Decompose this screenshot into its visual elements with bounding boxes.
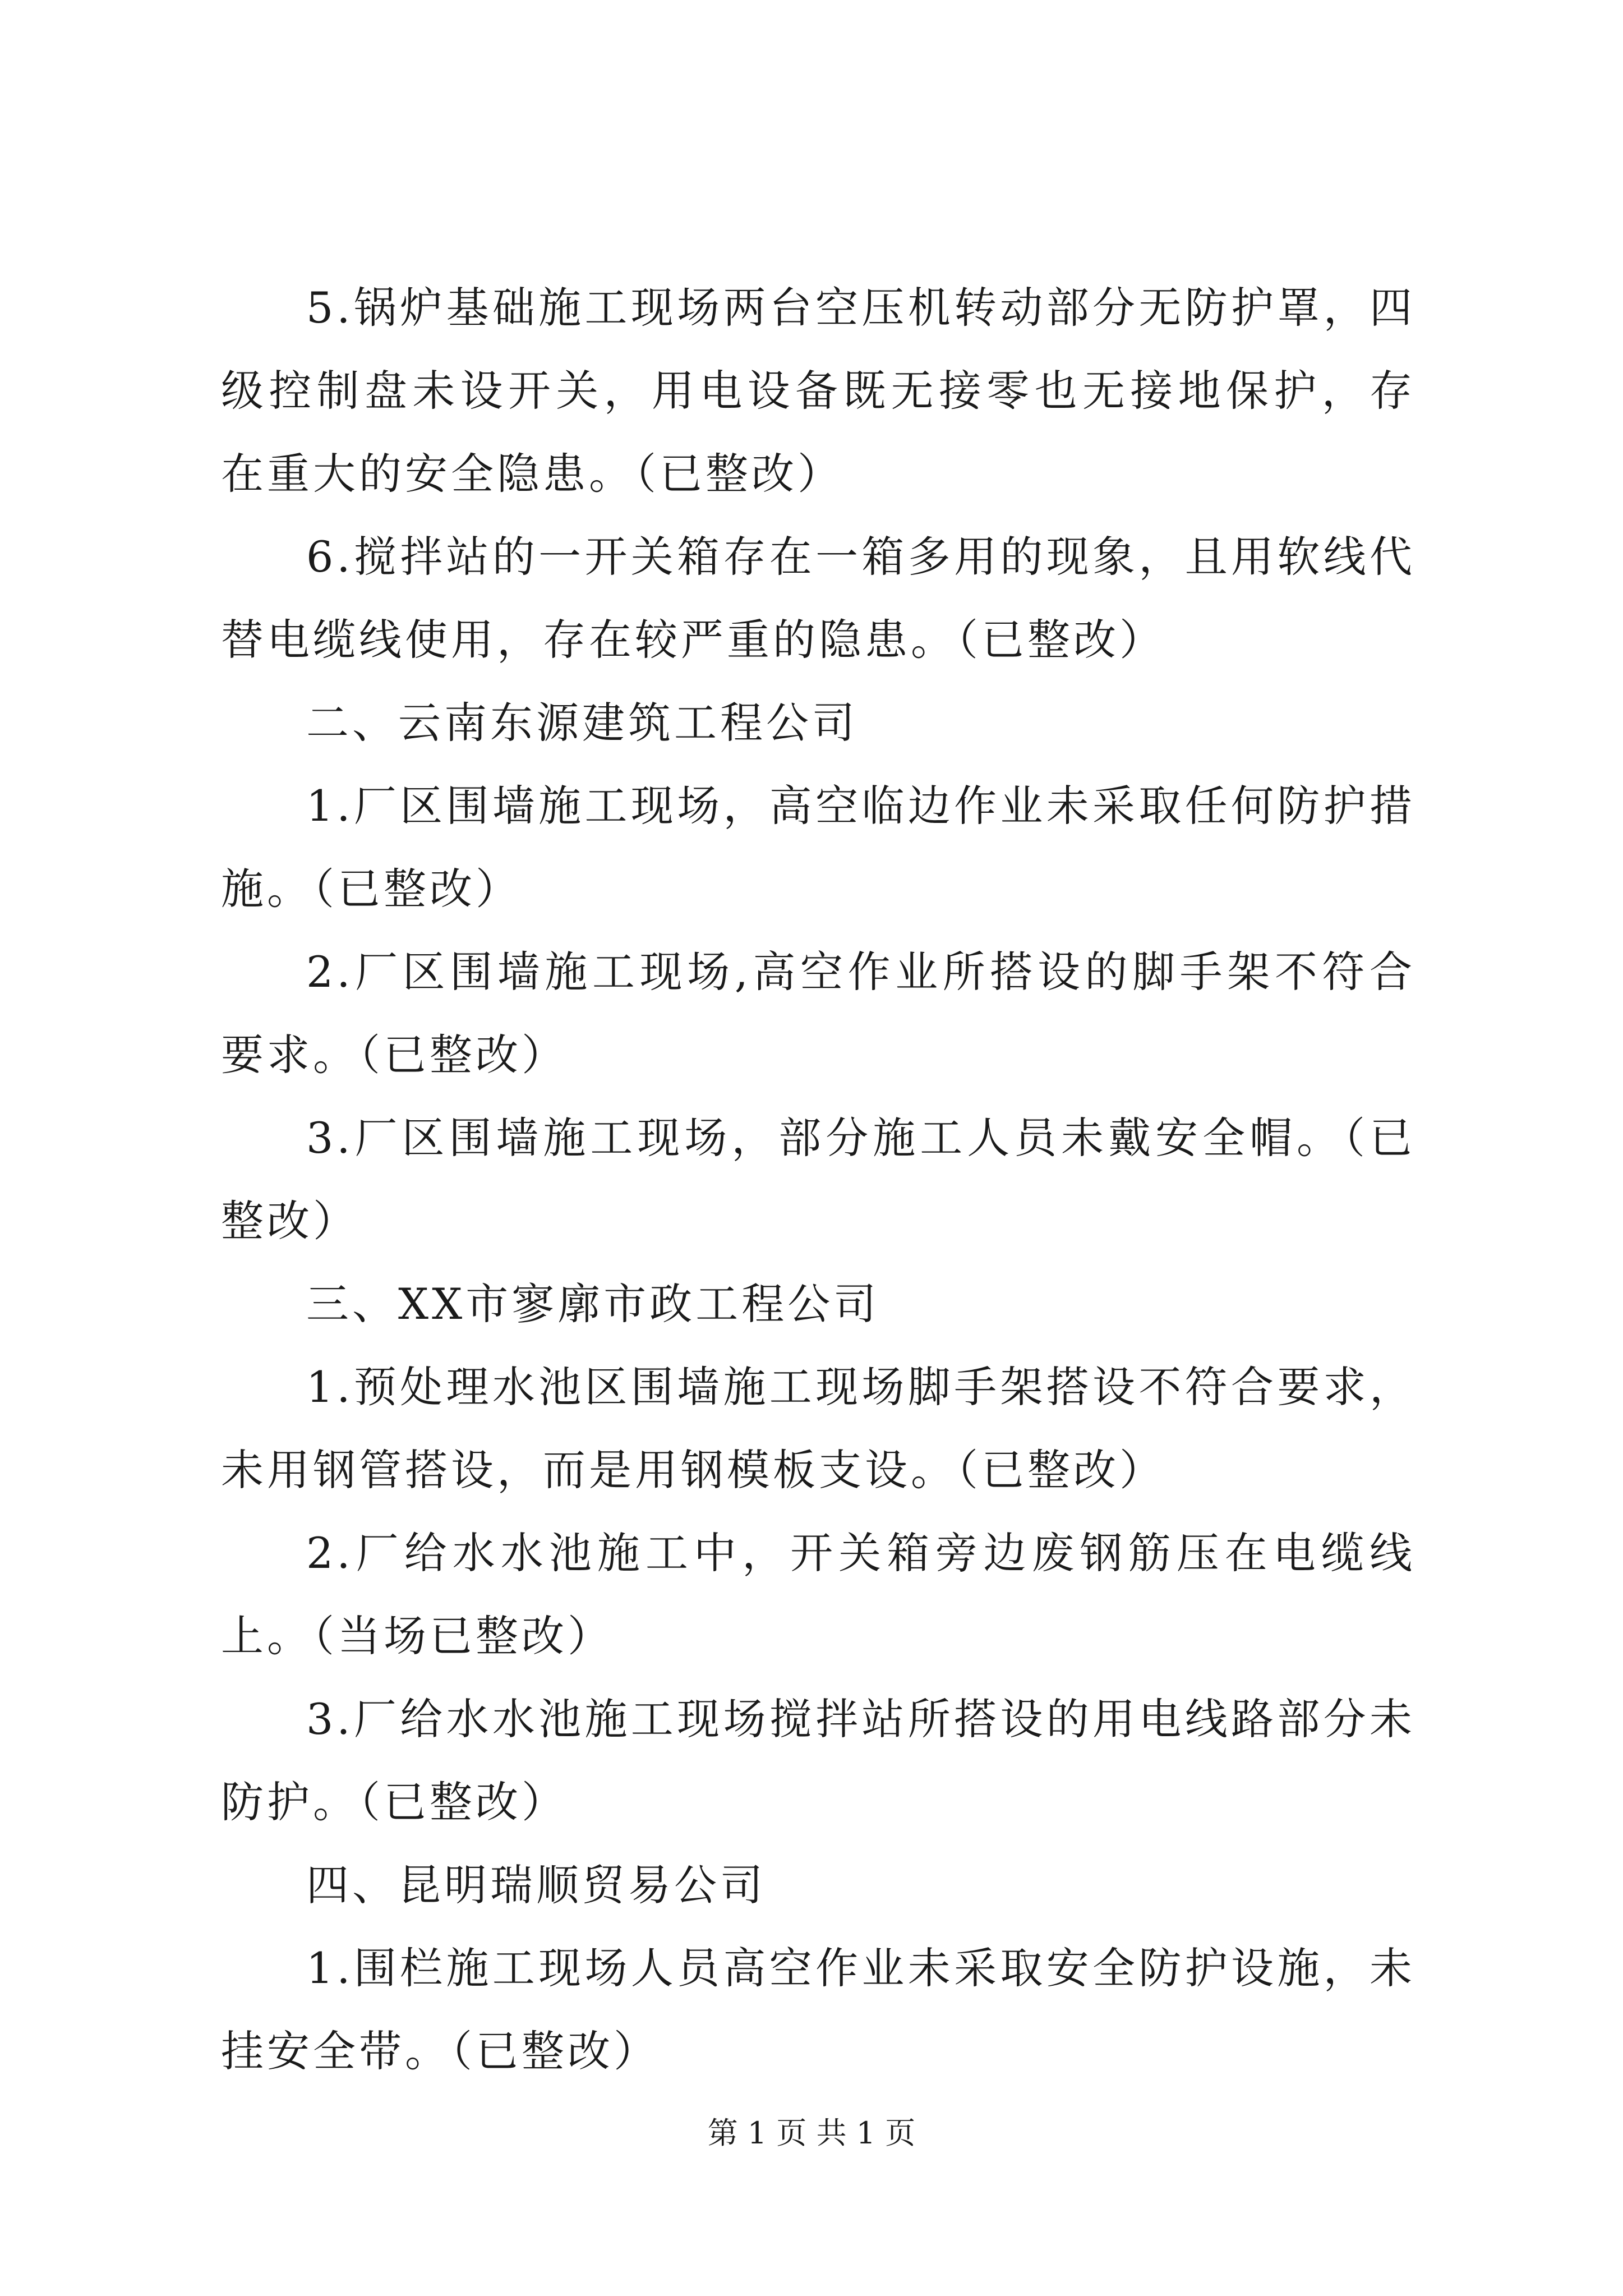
paragraph-item-3: 3.厂区围墙施工现场，部分施工人员未戴安全帽。（已整改）: [221, 1113, 1415, 1246]
paragraph-item-1: 1.预处理水池区围墙施工现场脚手架搭设不符合要求，未用钢管搭设，而是用钢模板支设。（已整改）: [221, 1362, 1415, 1495]
page-footer: 第 1 页 共 1 页: [707, 2115, 916, 2151]
paragraph-item-5: 5.锅炉基础施工现场两台空压机转动部分无防护罩，四级控制盘未设开关，用电设备既无接零也无接地保护，存在重大的安全隐患。（已整改）: [221, 283, 1415, 499]
paragraph-item-2: 2.厂区围墙施工现场,高空作业所搭设的脚手架不符合要求。（已整改）: [221, 947, 1415, 1080]
paragraph-item-6: 6.搅拌站的一开关箱存在一箱多用的现象，且用软线代替电缆线使用，存在较严重的隐患。（已整改）: [221, 532, 1415, 665]
paragraph-item-2: 2.厂给水水池施工中，开关箱旁边废钢筋压在电缆线上。（当场已整改）: [221, 1528, 1415, 1661]
section-heading-2: 二、云南东源建筑工程公司: [306, 698, 858, 748]
paragraph-item-1: 1.厂区围墙施工现场，高空临边作业未采取任何防护措施。（已整改）: [221, 781, 1415, 914]
document-body: [221, 266, 1415, 2093]
paragraph-item-3: 3.厂给水水池施工现场搅拌站所搭设的用电线路部分未防护。（已整改）: [221, 1694, 1415, 1827]
section-heading-3: 三、XX市寥廓市政工程公司: [306, 1279, 880, 1329]
paragraph-item-1: 1.围栏施工现场人员高空作业未采取安全防护设施，未挂安全带。（已整改）: [221, 1943, 1415, 2076]
section-heading-4: 四、昆明瑞顺贸易公司: [306, 1860, 766, 1910]
